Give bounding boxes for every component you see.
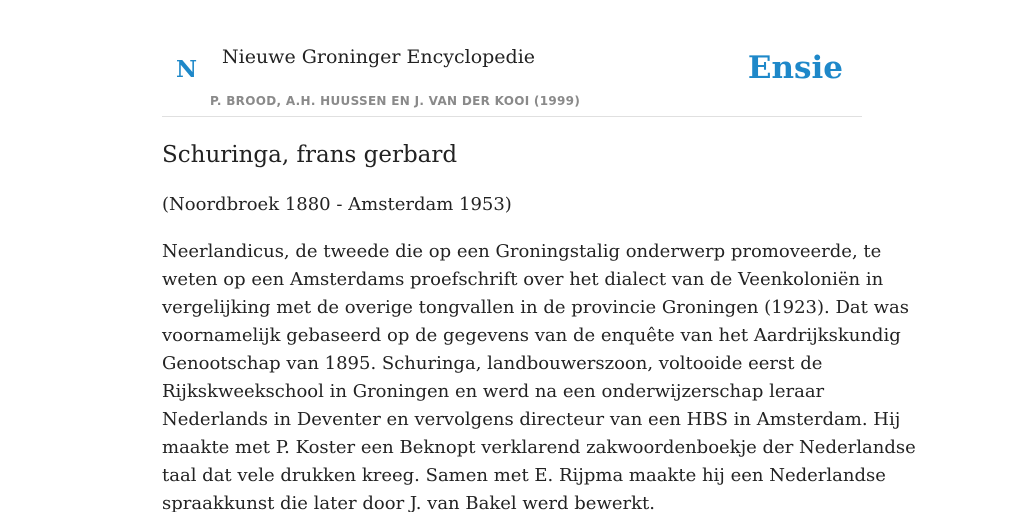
body-line: maakte met P. Koster een Beknopt verklarend zakwoordenboekje der Nederlandse [162, 437, 916, 458]
body-line: Neerlandicus, de tweede die op een Groningstalig onderwerp promoveerde, te [162, 241, 882, 262]
body-line: taal dat vele drukken kreeg. Samen met E. Rijpma maakte hij een Nederlandse [162, 465, 886, 486]
publication-title[interactable]: Nieuwe Groninger Encyclopedie [222, 46, 536, 68]
article-subtitle: (Noordbroek 1880 - Amsterdam 1953) [162, 194, 512, 215]
body-line: spraakkunst die later door J. van Bakel werd bewerkt. [162, 493, 655, 512]
site-header [162, 0, 862, 117]
brand-logo-link[interactable]: Ensie [747, 50, 843, 86]
article-headword: Schuringa, frans gerbard [162, 142, 458, 168]
body-line: Rijkskweekschool in Groningen en werd na een onderwijzerschap leraar [162, 381, 825, 402]
source-badge[interactable]: N [176, 56, 198, 83]
body-line: Genootschap van 1895. Schuringa, landbouwerszoon, voltooide eerst de [162, 353, 823, 374]
body-line: weten op een Amsterdams proefschrift over het dialect van de Veenkoloniën in [162, 269, 884, 290]
publication-authors: P. BROOD, A.H. HUUSSEN EN J. VAN DER KOOI (1999) [210, 94, 581, 108]
body-line: Nederlands in Deventer en vervolgens directeur van een HBS in Amsterdam. Hij [162, 409, 901, 430]
body-line: voornamelijk gebaseerd op de gegevens van de enquête van het Aardrijkskundig [162, 325, 901, 346]
article [162, 140, 916, 512]
body-line: vergelijking met de overige tongvallen in de provincie Groningen (1923). Dat was [162, 297, 909, 318]
article-body [162, 238, 916, 512]
